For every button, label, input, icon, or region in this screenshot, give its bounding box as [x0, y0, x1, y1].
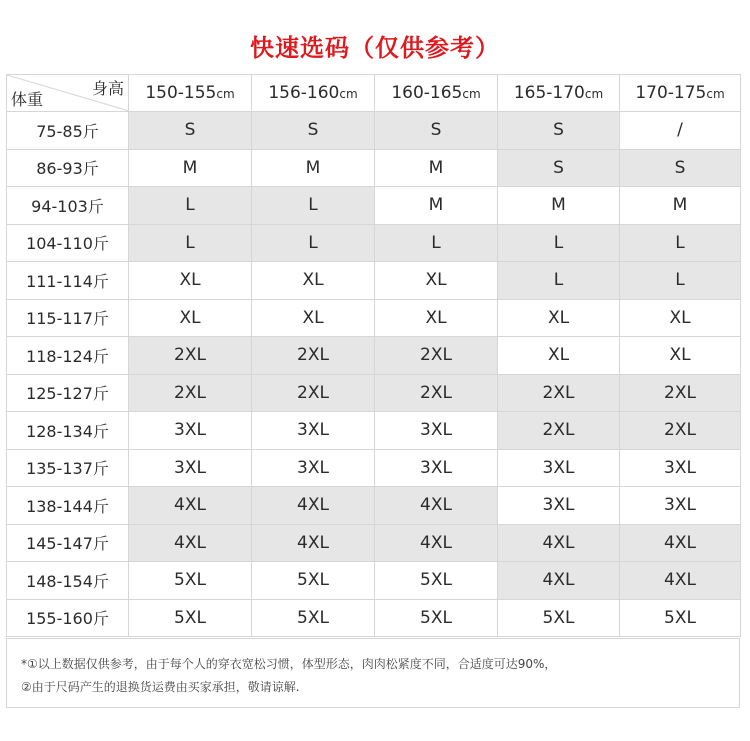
size-cell: 4XL — [620, 524, 741, 562]
weight-row-header: 86-93斤 — [7, 149, 129, 187]
size-cell: 3XL — [252, 412, 375, 450]
weight-row-header: 104-110斤 — [7, 224, 129, 262]
size-cell: L — [129, 187, 252, 225]
size-cell: S — [620, 149, 741, 187]
size-cell: S — [129, 112, 252, 150]
size-cell: 3XL — [375, 412, 498, 450]
size-cell: XL — [498, 299, 620, 337]
height-col-header: 160-165cm — [375, 75, 498, 112]
size-chart-body — [7, 112, 741, 637]
size-cell: / — [620, 112, 741, 150]
table-row — [7, 224, 741, 262]
weight-axis-label: 体重 — [11, 90, 44, 109]
table-row — [7, 374, 741, 412]
height-col-header: 170-175cm — [620, 75, 741, 112]
size-cell: 2XL — [129, 374, 252, 412]
size-cell: XL — [252, 299, 375, 337]
size-cell: S — [498, 149, 620, 187]
size-cell: L — [498, 224, 620, 262]
size-cell: XL — [129, 262, 252, 300]
weight-row-header: 111-114斤 — [7, 262, 129, 300]
size-cell: XL — [375, 299, 498, 337]
height-col-header: 165-170cm — [498, 75, 620, 112]
weight-row-header: 115-117斤 — [7, 299, 129, 337]
size-cell: 4XL — [375, 487, 498, 525]
size-cell: S — [375, 112, 498, 150]
size-cell: M — [129, 149, 252, 187]
corner-header-cell — [7, 75, 129, 112]
size-cell: 2XL — [129, 337, 252, 375]
size-chart-table — [6, 74, 741, 637]
size-cell: 2XL — [620, 412, 741, 450]
size-cell: 2XL — [375, 374, 498, 412]
size-cell: XL — [620, 299, 741, 337]
size-cell: 4XL — [375, 524, 498, 562]
size-cell: 5XL — [129, 599, 252, 637]
size-cell: 5XL — [129, 562, 252, 600]
size-cell: 2XL — [375, 337, 498, 375]
size-cell: 3XL — [498, 487, 620, 525]
weight-row-header: 155-160斤 — [7, 599, 129, 637]
table-row — [7, 337, 741, 375]
size-cell: 2XL — [252, 374, 375, 412]
size-cell: 2XL — [498, 374, 620, 412]
size-cell: 3XL — [252, 449, 375, 487]
size-cell: XL — [498, 337, 620, 375]
size-cell: 3XL — [498, 449, 620, 487]
size-cell: M — [252, 149, 375, 187]
table-row — [7, 599, 741, 637]
weight-row-header: 128-134斤 — [7, 412, 129, 450]
size-cell: L — [252, 187, 375, 225]
size-cell: S — [252, 112, 375, 150]
table-row — [7, 149, 741, 187]
size-cell: L — [498, 262, 620, 300]
size-cell: 5XL — [252, 599, 375, 637]
size-cell: 3XL — [375, 449, 498, 487]
note-line: ②由于尺码产生的退换货运费由买家承担，敬请谅解. — [21, 680, 300, 694]
size-cell: 3XL — [129, 412, 252, 450]
size-cell: 5XL — [375, 599, 498, 637]
size-cell: XL — [129, 299, 252, 337]
size-cell: 5XL — [498, 599, 620, 637]
size-cell: L — [620, 262, 741, 300]
weight-row-header: 125-127斤 — [7, 374, 129, 412]
notes-box — [6, 638, 740, 708]
size-cell: 5XL — [252, 562, 375, 600]
weight-row-header: 138-144斤 — [7, 487, 129, 525]
size-cell: S — [498, 112, 620, 150]
size-cell: XL — [375, 262, 498, 300]
size-cell: L — [252, 224, 375, 262]
size-cell: 2XL — [620, 374, 741, 412]
size-cell: XL — [620, 337, 741, 375]
weight-row-header: 118-124斤 — [7, 337, 129, 375]
size-cell: L — [375, 224, 498, 262]
size-cell: 5XL — [620, 599, 741, 637]
size-cell: 3XL — [620, 487, 741, 525]
weight-row-header: 135-137斤 — [7, 449, 129, 487]
table-row — [7, 299, 741, 337]
size-cell: XL — [252, 262, 375, 300]
note-line: *①以上数据仅供参考，由于每个人的穿衣宽松习惯，体型形态，肉肉松紧度不同，合适度可达90%， — [21, 657, 557, 671]
size-cell: 5XL — [375, 562, 498, 600]
weight-row-header: 145-147斤 — [7, 524, 129, 562]
height-col-header: 156-160cm — [252, 75, 375, 112]
size-cell: M — [620, 187, 741, 225]
size-cell: 4XL — [252, 524, 375, 562]
size-cell: 2XL — [498, 412, 620, 450]
size-cell: 3XL — [129, 449, 252, 487]
table-row — [7, 449, 741, 487]
size-cell: M — [375, 149, 498, 187]
size-cell: 2XL — [252, 337, 375, 375]
height-axis-label: 身高 — [91, 79, 124, 98]
size-cell: L — [620, 224, 741, 262]
weight-row-header: 94-103斤 — [7, 187, 129, 225]
size-cell: 4XL — [498, 524, 620, 562]
table-row — [7, 487, 741, 525]
table-row — [7, 187, 741, 225]
table-row — [7, 524, 741, 562]
size-cell: M — [498, 187, 620, 225]
weight-row-header: 148-154斤 — [7, 562, 129, 600]
weight-row-header: 75-85斤 — [7, 112, 129, 150]
size-cell: 4XL — [252, 487, 375, 525]
table-row — [7, 262, 741, 300]
size-cell: M — [375, 187, 498, 225]
table-row — [7, 412, 741, 450]
height-col-header: 150-155cm — [129, 75, 252, 112]
size-cell: 4XL — [620, 562, 741, 600]
table-row — [7, 112, 741, 150]
size-cell: 4XL — [129, 524, 252, 562]
table-row — [7, 562, 741, 600]
page-title: 快速选码（仅供参考） — [250, 34, 500, 62]
size-cell: 4XL — [129, 487, 252, 525]
size-cell: 3XL — [620, 449, 741, 487]
header-row — [7, 75, 741, 112]
size-cell: L — [129, 224, 252, 262]
size-cell: 4XL — [498, 562, 620, 600]
